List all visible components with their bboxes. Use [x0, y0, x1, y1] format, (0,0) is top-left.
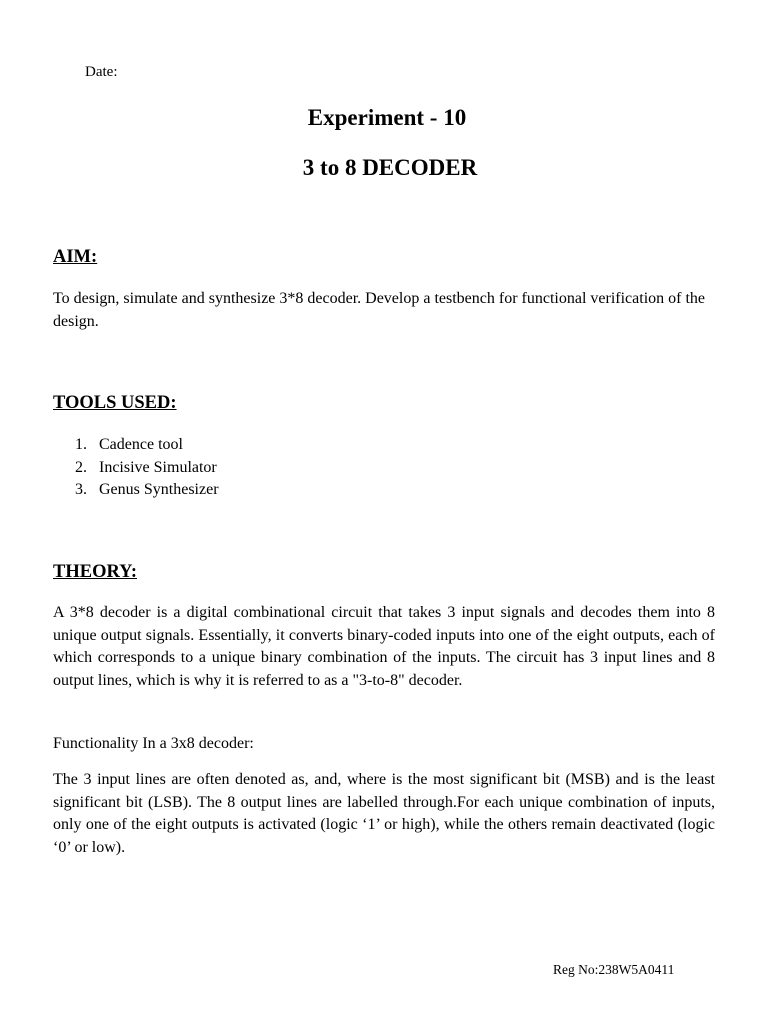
list-item-label: Genus Synthesizer — [99, 481, 219, 498]
aim-text: To design, simulate and synthesize 3*8 decoder. Develop a testbench for functional verification of the design. — [53, 290, 706, 330]
tools-list — [53, 434, 219, 502]
list-item-label: Incisive Simulator — [99, 458, 217, 476]
list-item-number: 3. — [75, 481, 87, 498]
list-item — [53, 457, 219, 480]
tools-heading: TOOLS USED: — [53, 393, 177, 413]
functionality-label: Functionality In a 3x8 decoder: — [53, 735, 254, 752]
list-item-number: 2. — [75, 458, 87, 476]
experiment-title: Experiment - 10 — [307, 105, 467, 130]
list-item — [53, 434, 219, 457]
aim-heading: AIM: — [53, 247, 98, 267]
theory-heading: THEORY: — [53, 562, 137, 582]
list-item-label: Cadence tool — [99, 436, 183, 453]
date-label: Date: — [85, 64, 118, 80]
theory-paragraph-2: The 3 input lines are often denoted as, and, where is the most significant bit (MSB) and is the least significant bit (LSB). The 8 output lines are labelled through.For each unique combination of inputs, only one of the eight outputs is activated (logic ‘1’ or high), while the others remain deactivated (logic ‘0’ or low). — [53, 771, 715, 856]
reg-number: Reg No:238W5A0411 — [553, 962, 675, 977]
experiment-subtitle: 3 to 8 DECODER — [302, 155, 478, 180]
list-item-number: 1. — [75, 436, 87, 453]
theory-paragraph: A 3*8 decoder is a digital combinational circuit that takes 3 input signals and decodes them into 8 unique output signals. Essentially, it converts binary-coded inputs into one of the eight outputs, each of which corresponds to a unique binary combination of the inputs. The circuit has 3 input lines and 8 output lines, which is why it is referred to as a "3-to-8" decoder. — [53, 604, 715, 689]
list-item — [53, 479, 219, 502]
